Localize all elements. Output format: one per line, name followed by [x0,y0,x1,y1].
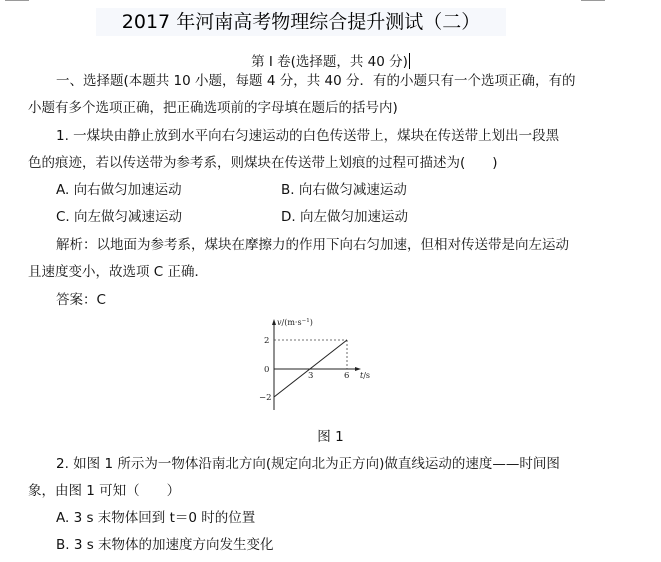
instructions-line-2: 小题有多个选项正确，把正确选项前的字母填在题后的括号内) [28,100,398,116]
svg-text:3: 3 [308,371,314,381]
svg-text:−2: −2 [259,393,272,403]
instructions-line-1: 一、选择题(本题共 10 小题，每题 4 分，共 40 分．有的小题只有一个选项正确，有的 [56,73,576,89]
question-1-stem-line-1: 1. 一煤块由静止放到水平向右匀速运动的白色传送带上，煤块在传送带上划出一段黑 [56,128,560,144]
velocity-time-graph [250,312,370,417]
question-2-stem-line-2: 象，由图 1 可知（ ） [28,483,181,499]
page-corner-mark-right [581,0,605,1]
question-1-option-c: C. 向左做匀减速运动 [56,209,183,225]
question-2-stem-line-1: 2. 如图 1 所示为一物体沿南北方向(规定向北为正方向)做直线运动的速度——时间图 [56,456,560,472]
document-title: 2017 年河南高考物理综合提升测试（二） [96,8,506,36]
question-1-option-b: B. 向右做匀减速运动 [281,182,407,198]
section-heading[interactable] [0,52,661,72]
question-2-option-b: B. 3 s 末物体的加速度方向发生变化 [56,537,274,553]
text-cursor [409,53,410,69]
svg-text:6: 6 [344,371,350,381]
question-1-answer: 答案：C [56,292,106,308]
figure-1-caption: 图 1 [317,429,344,445]
question-1-option-a: A. 向右做匀加速运动 [56,182,182,198]
question-1-stem-line-2: 色的痕迹，若以传送带为参考系，则煤块在传送带上划痕的过程可描述为( ) [28,155,498,171]
svg-text:0: 0 [264,365,270,375]
svg-text:2: 2 [264,336,270,346]
svg-text:t/s: t/s [360,371,370,380]
svg-text:v/(m·s−1): $v/(m\cdot s^{-1})$ [277,318,313,327]
question-1-option-d: D. 向左做匀加速运动 [281,209,408,225]
question-1-analysis-line-1: 解析：以地面为参考系，煤块在摩擦力的作用下向右匀加速，但相对传送带是向左运动 [56,237,569,253]
question-2-option-a: A. 3 s 末物体回到 t＝0 时的位置 [56,510,256,526]
section-heading-text: 第 I 卷(选择题，共 40 分) [251,54,408,70]
question-1-analysis-line-2: 且速度变小，故选项 C 正确． [28,264,209,280]
page-corner-mark-left [5,0,29,1]
